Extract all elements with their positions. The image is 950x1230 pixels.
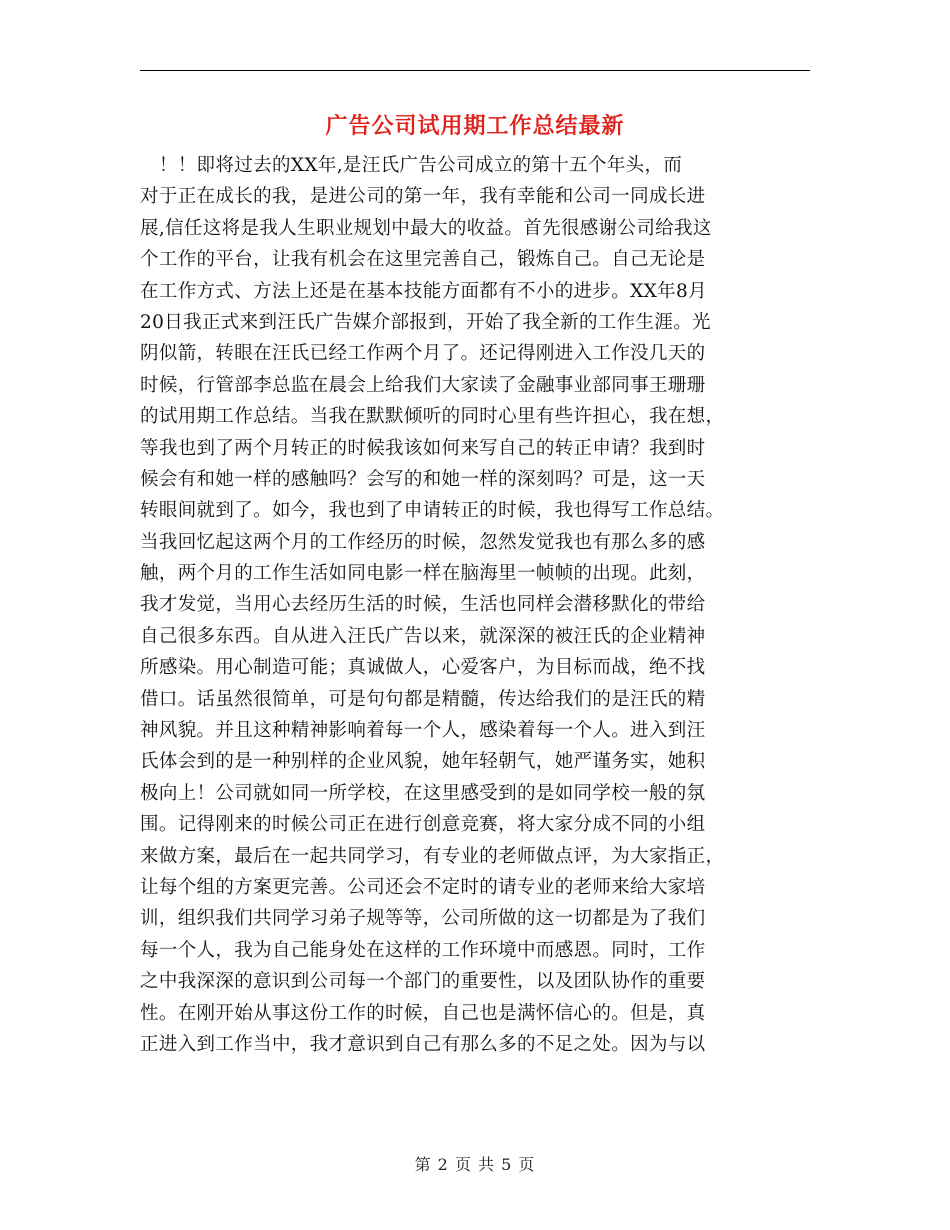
text-line: 展,信任这将是我人生职业规划中最大的收益。首先很感谢公司给我这 xyxy=(140,217,712,239)
text-line: 当我回忆起这两个月的工作经历的时候，忽然发觉我也有那么多的感 xyxy=(140,531,706,553)
header-rule xyxy=(140,70,810,71)
text-line: 氏体会到的是一种别样的企业风貌，她年轻朝气，她严谨务实，她积 xyxy=(140,751,706,773)
text-line: 触，两个月的工作生活如同电影一样在脑海里一帧帧的出现。此刻， xyxy=(140,563,706,585)
text-line: 的试用期工作总结。当我在默默倾听的同时心里有些许担心，我在想， xyxy=(140,406,725,428)
text-line: 所感染。用心制造可能；真诚做人，心爱客户，为目标而战，绝不找 xyxy=(140,657,706,679)
text-line: 20日我正式来到汪氏广告媒介部报到，开始了我全新的工作生涯。光 xyxy=(140,311,711,333)
text-line: 围。记得刚来的时候公司正在进行创意竞赛，将大家分成不同的小组 xyxy=(140,814,706,836)
text-line: 我才发觉，当用心去经历生活的时候，生活也同样会潜移默化的带给 xyxy=(140,594,706,616)
page-number-footer: 第 2 页 共 5 页 xyxy=(414,1155,536,1174)
text-line: 候会有和她一样的感触吗？会写的和她一样的深刻吗？可是，这一天 xyxy=(140,468,706,490)
text-line: ！！即将过去的XX年,是汪氏广告公司成立的第十五个年头，而 xyxy=(140,155,683,176)
text-line: 在工作方式、方法上还是在基本技能方面都有不小的进步。XX年8月 xyxy=(140,280,707,302)
text-line: 神风貌。并且这种精神影响着每一个人，感染着每一个人。进入到汪 xyxy=(140,720,706,742)
text-line: 每一个人，我为自己能身处在这样的工作环境中而感恩。同时，工作 xyxy=(140,939,706,961)
text-line: 让每个组的方案更完善。公司还会不定时的请专业的老师来给大家培 xyxy=(140,876,706,898)
text-line: 之中我深深的意识到公司每一个部门的重要性，以及团队协作的重要 xyxy=(140,971,706,993)
text-line: 等我也到了两个月转正的时候我该如何来写自己的转正申请？我到时 xyxy=(140,437,706,459)
text-line: 训，组织我们共同学习弟子规等等，公司所做的这一切都是为了我们 xyxy=(140,908,706,930)
document-title: 广告公司试用期工作总结最新 xyxy=(325,113,625,139)
text-line: 极向上！公司就如同一所学校，在这里感受到的是如同学校一般的氛 xyxy=(140,782,706,804)
text-line: 对于正在成长的我，是进公司的第一年，我有幸能和公司一同成长进 xyxy=(140,186,706,208)
text-line: 个工作的平台，让我有机会在这里完善自己，锻炼自己。自己无论是 xyxy=(140,249,706,271)
text-line: 时候，行管部李总监在晨会上给我们大家读了金融事业部同事王珊珊 xyxy=(140,374,706,396)
body-paragraph xyxy=(140,150,810,1060)
text-line: 借口。话虽然很简单，可是句句都是精髓，传达给我们的是汪氏的精 xyxy=(140,688,706,710)
text-line: 自己很多东西。自从进入汪氏广告以来，就深深的被汪氏的企业精神 xyxy=(140,625,706,647)
text-line: 转眼间就到了。如今，我也到了申请转正的时候，我也得写工作总结。 xyxy=(140,500,725,522)
text-line: 阴似箭，转眼在汪氏已经工作两个月了。还记得刚进入工作没几天的 xyxy=(140,343,706,365)
text-line: 性。在刚开始从事这份工作的时候，自己也是满怀信心的。但是，真 xyxy=(140,1002,706,1024)
text-line: 来做方案，最后在一起共同学习，有专业的老师做点评，为大家指正， xyxy=(140,845,725,867)
text-line: 正进入到工作当中，我才意识到自己有那么多的不足之处。因为与以 xyxy=(140,1033,706,1055)
